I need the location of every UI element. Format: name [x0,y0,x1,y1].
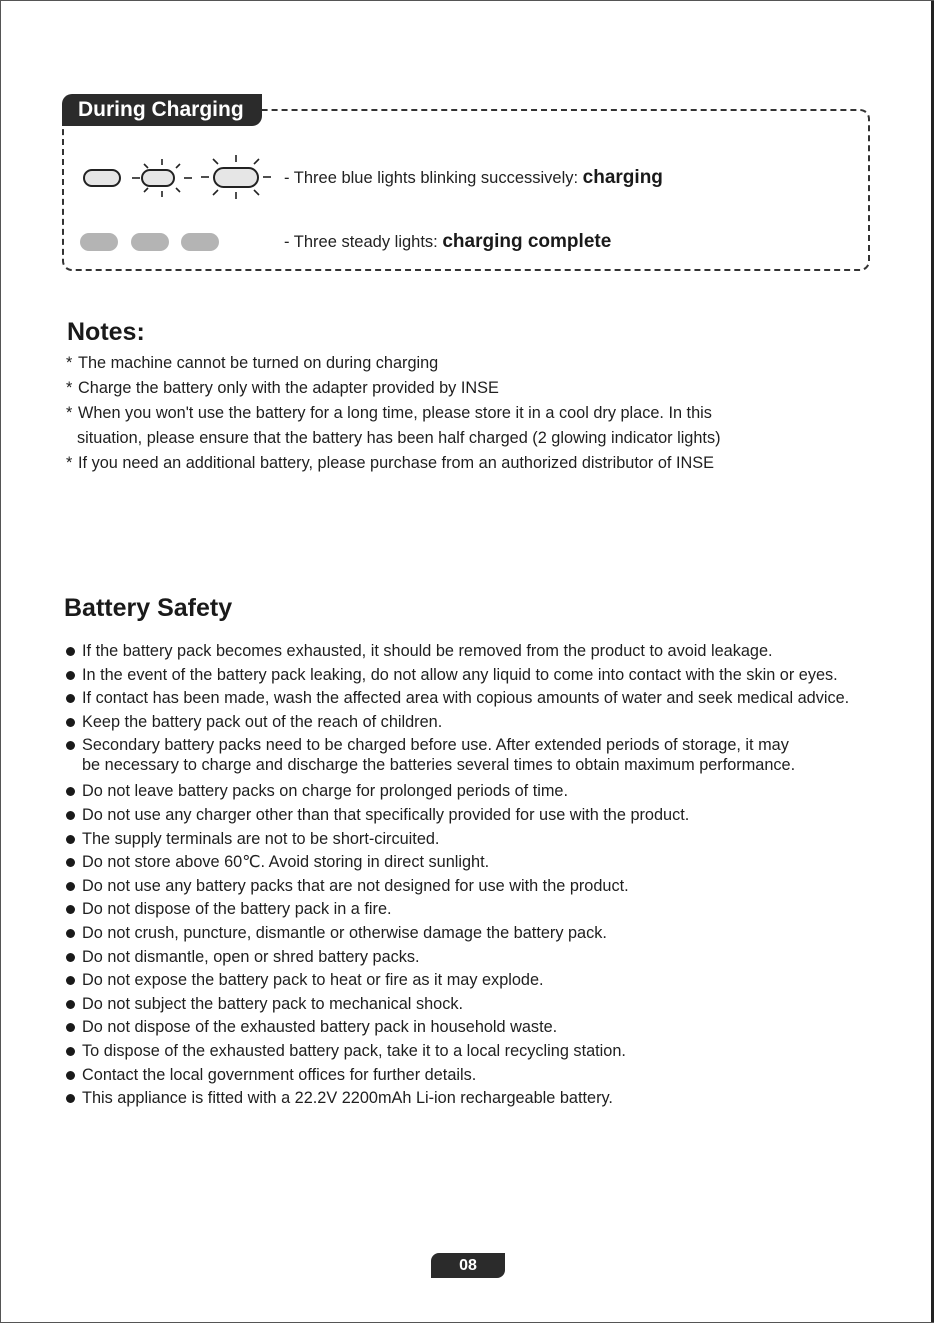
bullet-icon [66,1071,75,1080]
bullet-icon [66,1094,75,1103]
safety-text: Do not crush, puncture, dismantle or otherwise damage the battery pack. [82,923,607,942]
light-off-icon [83,169,121,187]
bullet-icon [66,741,75,750]
bullet-icon [66,929,75,938]
bullet-icon [66,1000,75,1009]
safety-text: In the event of the battery pack leaking, do not allow any liquid to come into contact with the skin or eyes. [82,665,838,684]
light-steady-icon [131,233,169,251]
safety-item [66,1088,906,1108]
safety-text: Do not dispose of the exhausted battery pack in household waste. [82,1018,558,1037]
note-text: If you need an additional battery, please purchase from an authorized distributor of INSE [78,454,714,472]
safety-item [66,1065,906,1085]
charging-complete-label: charging complete [442,231,612,252]
light-blinking-icon [141,169,175,187]
note-item: * If you need an additional battery, please purchase from an authorized distributor of INSE [66,454,714,472]
safety-item [66,970,906,990]
note-text: The machine cannot be turned on during charging [78,354,439,372]
bullet-icon [66,835,75,844]
bullet-icon [66,787,75,796]
bullet-icon [66,1047,75,1056]
safety-text: Do not dispose of the battery pack in a fire. [82,900,392,919]
safety-text: Do not leave battery packs on charge for prolonged periods of time. [82,782,569,801]
bullet-icon [66,953,75,962]
safety-item [66,899,906,919]
bullet-icon [66,718,75,727]
safety-item [66,735,906,775]
bullet-icon [66,811,75,820]
safety-item [66,829,906,849]
safety-text-continuation: be necessary to charge and discharge the batteries several times to obtain maximum performance. [82,756,796,775]
safety-item [66,947,906,967]
light-blinking-icon [213,167,259,188]
bullet-icon [66,976,75,985]
safety-text: To dispose of the exhausted battery pack, take it to a local recycling station. [82,1041,626,1060]
blinking-legend-label: - Three blue lights blinking successively: [284,169,583,187]
safety-text: The supply terminals are not to be short-circuited. [82,829,440,848]
safety-item [66,852,906,872]
bullet-icon [66,905,75,914]
safety-text: Keep the battery pack out of the reach of children. [82,712,443,731]
safety-text: Do not use any charger other than that specifically provided for use with the product. [82,805,690,824]
note-text: Charge the battery only with the adapter provided by INSE [78,379,499,397]
safety-item [66,1041,906,1061]
light-steady-icon [181,233,219,251]
note-item: * The machine cannot be turned on during charging [66,354,439,372]
battery-safety-title: Battery Safety [64,594,233,622]
safety-item [66,781,906,801]
safety-text: Do not expose the battery pack to heat or fire as it may explode. [82,971,544,990]
safety-item [66,994,906,1014]
safety-item [66,805,906,825]
safety-text: If the battery pack becomes exhausted, it should be removed from the product to avoid leakage. [82,642,773,660]
note-item: * Charge the battery only with the adapter provided by INSE [66,379,499,397]
steady-legend-label: - Three steady lights: [284,233,443,251]
blinking-legend-text [284,167,663,189]
bullet-icon [66,694,75,703]
bullet-icon [66,647,75,656]
safety-text: Do not dismantle, open or shred battery packs. [82,947,420,966]
safety-item [66,665,906,685]
bullet-icon [66,882,75,891]
notes-title: Notes: [67,318,145,346]
steady-legend-text [284,231,611,253]
safety-item [66,688,906,708]
safety-text: Do not use any battery packs that are not designed for use with the product. [82,876,629,895]
page-number: 08 [431,1253,505,1278]
charging-status-label: charging [582,167,663,188]
safety-text: Contact the local government offices for further details. [82,1065,477,1084]
note-text: When you won't use the battery for a long time, please store it in a cool dry place. In this [78,404,712,422]
safety-text: Do not subject the battery pack to mechanical shock. [82,994,464,1013]
bullet-icon [66,671,75,680]
safety-item [66,641,906,661]
safety-text: If contact has been made, wash the affected area with copious amounts of water and seek medical advice. [82,689,850,708]
safety-text: Do not store above 60℃. Avoid storing in direct sunlight. [82,853,490,872]
safety-item [66,1017,906,1037]
safety-text: Secondary battery packs need to be charged before use. After extended periods of storage, it may [82,736,789,755]
charging-section-title: During Charging [62,94,262,126]
battery-safety-list [66,641,906,1112]
safety-text: This appliance is fitted with a 22.2V 2200mAh Li-ion rechargeable battery. [82,1089,613,1108]
safety-item [66,923,906,943]
bullet-icon [66,858,75,867]
safety-item [66,876,906,896]
notes-list [66,351,886,476]
safety-item [66,712,906,732]
note-item: * When you won't use the battery for a long time, please store it in a cool dry place. In this situation, please ensure that the battery has been half charged (2 glowing indicator lights) [66,401,886,451]
bullet-icon [66,1023,75,1032]
note-text-continuation: situation, please ensure that the battery has been half charged (2 glowing indicator lights) [77,429,721,447]
light-steady-icon [80,233,118,251]
